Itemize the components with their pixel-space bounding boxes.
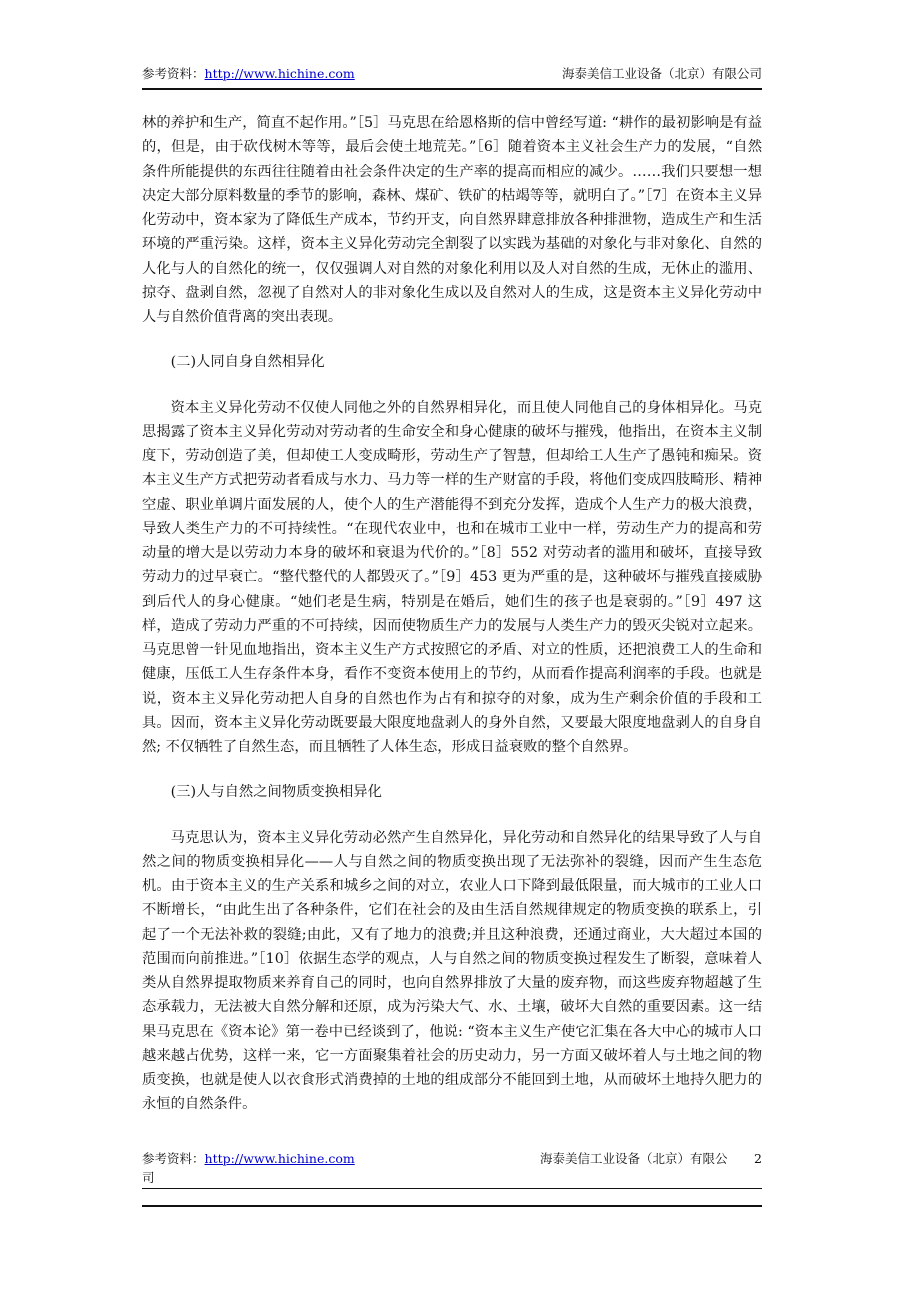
footer-divider-bottom — [142, 1205, 762, 1207]
header-company: 海泰美信工业设备（北京）有限公司 — [561, 66, 762, 81]
section-heading-3: (三)人与自然之间物质变换相异化 — [170, 784, 382, 801]
section-heading-2: (二)人同自身自然相异化 — [170, 354, 325, 371]
body-paragraph-1: 林的养护和生产，简直不起作用。”［5］马克思在给恩格斯的信中曾经写道: “耕作的最初影响是有益的，但是，由于砍伐树木等等，最后会使土地荒芜。”［6］随着资本主义社会生产力的发展，“自然条件所能提供的东西往往随着由社会条件决定的生产率的提高而相应的减少。……我们只要想一想决定大部分原料数量的季节的影响，森林、煤矿、铁矿的枯竭等等，就明白了。”［7］在资本主义异化劳动中，资本家为了降低生产成本，节约开支，向自然界肆意排放各种排泄物，造成生产和生活环境的严重污染。这样，资本主义异化劳动完全割裂了以实践为基础的对象化与非对象化、自然的人化与人的自然化的统一，仅仅强调人对自然的对象化利用以及人对自然的生成，无休止的滥用、掠夺、盘剥自然，忽视了自然对人的非对象化生成以及自然对人的生成，这是资本主义异化劳动中人与自然价值背离的突出表现。 — [142, 115, 762, 325]
header-reference — [142, 64, 355, 84]
footer-reference — [142, 1150, 355, 1168]
header-url-link[interactable]: http://www.hichine.com — [204, 66, 355, 81]
page-header — [142, 64, 762, 86]
header-divider — [142, 88, 762, 90]
footer-ref-label: 参考资料： — [142, 1151, 205, 1166]
footer-divider — [142, 1188, 762, 1189]
document-body — [142, 111, 762, 1117]
footer-url-link[interactable]: http://www.hichine.com — [204, 1151, 355, 1166]
footer-company: 海泰美信工业设备（北京）有限公 — [540, 1151, 728, 1166]
page-number: 2 — [754, 1151, 762, 1166]
body-paragraph-2: 资本主义异化劳动不仅使人同他之外的自然界相异化，而且使人同他自己的身体相异化。马克思揭露了资本主义异化劳动对劳动者的生命安全和身心健康的破坏与摧残，他指出，在资本主义制度下，劳动创造了美，但却使工人变成畸形，劳动生产了智慧，但却给工人生产了愚钝和痴呆。资本主义生产方式把劳动者看成与水力、马力等一样的生产财富的手段，将他们变成四肢畸形、精神空虚、职业单调片面发展的人，使个人的生产潜能得不到充分发挥，造成个人生产力的极大浪费，导致人类生产力的不可持续性。“在现代农业中，也和在城市工业中一样，劳动生产力的提高和劳动量的增大是以劳动力本身的破坏和衰退为代价的。”［8］552 对劳动者的滥用和破坏，直接导致劳动力的过早衰亡。“整代整代的人都毁灭了。”［9］453 更为严重的是，这种破坏与摧残直接威胁到后代人的身心健康。“她们老是生病，特别是在婚后，她们生的孩子也是衰弱的。”［9］497 这样，造成了劳动力严重的不可持续，因而使物质生产力的发展与人类生产力的毁灭尖锐对立起来。马克思曾一针见血地指出，资本主义生产方式按照它的矛盾、对立的性质，还把浪费工人的生命和健康，压低工人生存条件本身，看作不变资本使用上的节约，从而看作提高利润率的手段。也就是说，资本主义异化劳动把人自身的自然也作为占有和掠夺的对象，成为生产剩余价值的手段和工具。因而，资本主义异化劳动既要最大限度地盘剥人的身外自然，又要最大限度地盘剥人的自身自然; 不仅牺牲了自然生态，而且牺牲了人体生态，形成日益衰败的整个自然界。 — [142, 399, 762, 755]
header-ref-label: 参考资料： — [142, 66, 205, 81]
body-paragraph-3: 马克思认为，资本主义异化劳动必然产生自然异化，异化劳动和自然异化的结果导致了人与自然之间的物质变换相异化——人与自然之间的物质变换出现了无法弥补的裂缝，因而产生生态危机。由于资本主义的生产关系和城乡之间的对立，农业人口下降到最低限量，而大城市的工业人口不断增长，“由此生出了各种条件，它们在社会的及由生活自然规律规定的物质变换的联系上，引起了一个无法补救的裂缝;由此，又有了地力的浪费;并且这种浪费，还通过商业，大大超过本国的范围而向前推进。”［10］依据生态学的观点，人与自然之间的物质变换过程发生了断裂，意味着人类从自然界提取物质来养育自己的同时，也向自然界排放了大量的废弃物，而这些废弃物超越了生态承载力，无法被大自然分解和还原，成为污染大气、水、土壤，破坏大自然的重要因素。这一结果马克思在《资本论》第一卷中已经谈到了，他说: “资本主义生产使它汇集在各大中心的城市人口越来越占优势，这样一来，它一方面聚集着社会的历史动力，另一方面又破坏着人与土地之间的物质变换，也就是使人以衣食形式消费掉的土地的组成部分不能回到土地，从而破坏土地持久肥力的永恒的自然条件。 — [142, 829, 762, 1113]
footer-company-wrap: 司 — [142, 1170, 155, 1185]
